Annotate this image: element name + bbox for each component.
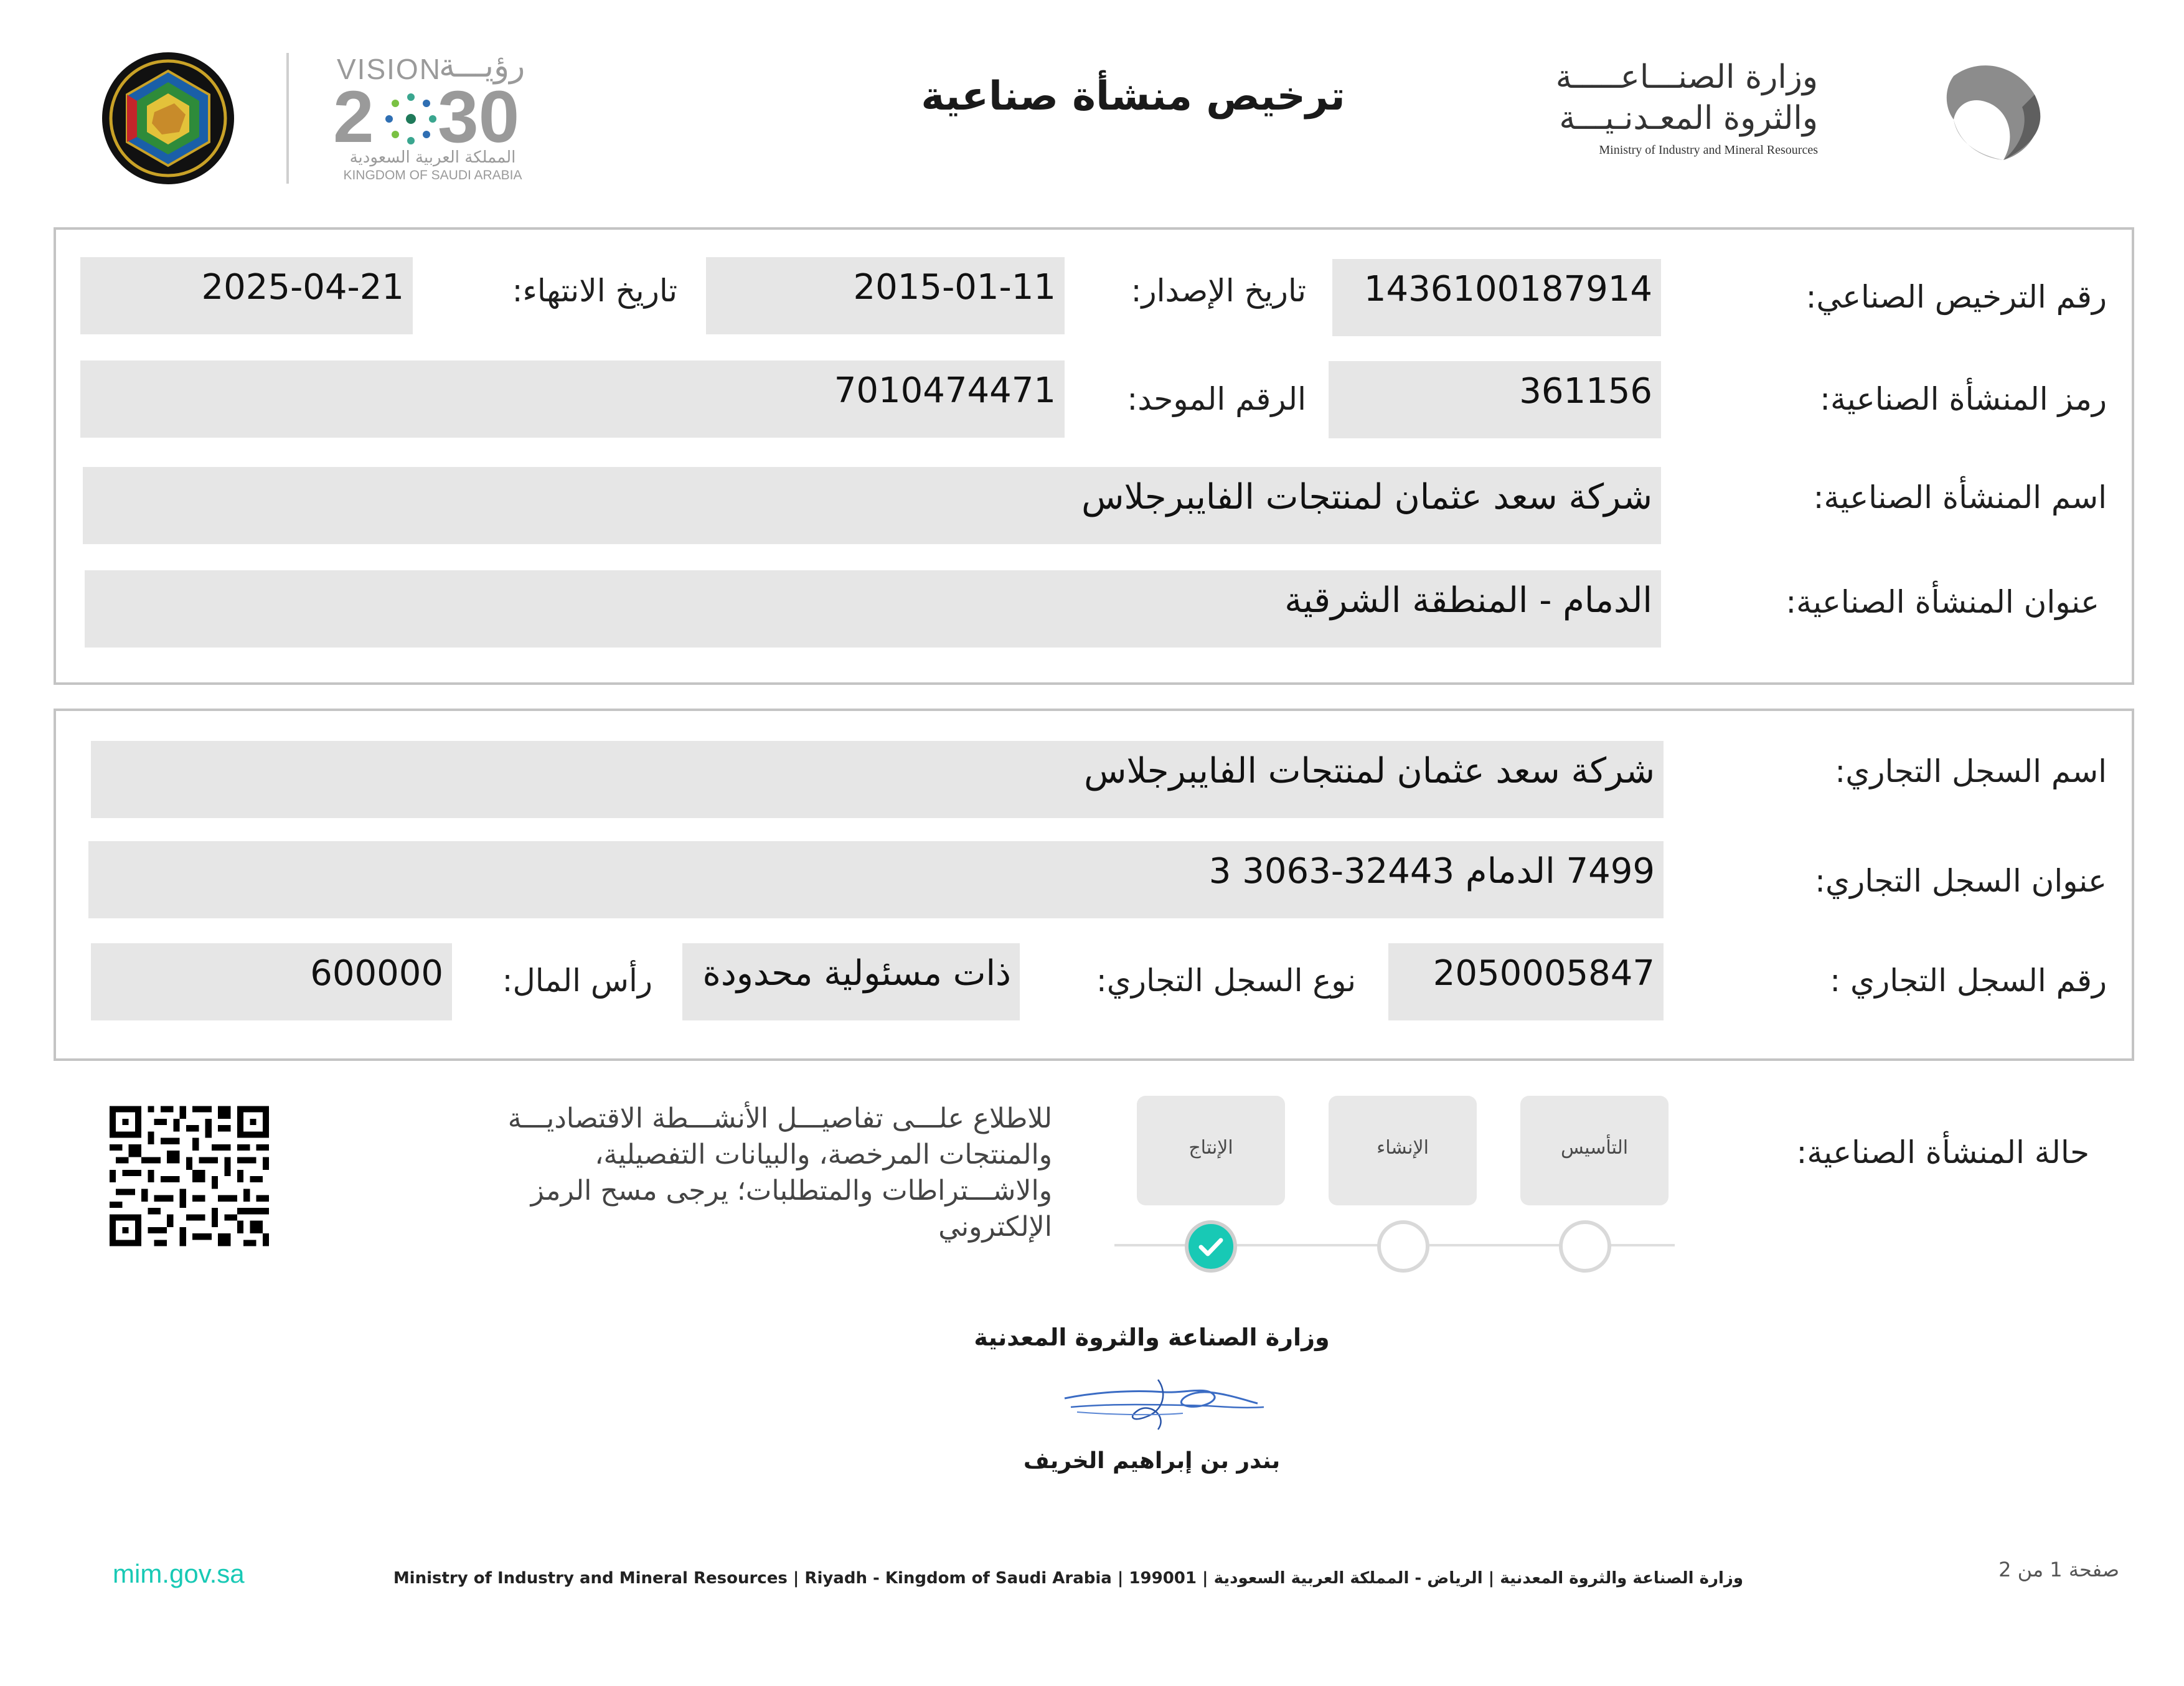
facility-name-label: اسم المنشأة الصناعية: bbox=[1813, 479, 2107, 516]
stage-construction: الإنشاء bbox=[1329, 1096, 1477, 1205]
signature-ministry: وزارة الصناعة والثروة المعدنية bbox=[974, 1324, 1330, 1351]
cr-name-label: اسم السجل التجاري: bbox=[1835, 753, 2107, 789]
vision-kingdom-ar: المملكة العربية السعودية bbox=[349, 148, 516, 167]
facility-name-field: شركة سعد عثمان لمنتجات الفايبرجلاس bbox=[83, 467, 1661, 544]
facility-code-field: 361156 bbox=[1329, 361, 1661, 438]
expiry-date-label: تاريخ الانتهاء: bbox=[512, 273, 677, 309]
page-title: ترخيص منشأة صناعية bbox=[921, 73, 1345, 120]
stage-establishment-marker bbox=[1559, 1220, 1611, 1273]
cr-type-label: نوع السجل التجاري: bbox=[1096, 963, 1356, 999]
cr-no-label: رقم السجل التجاري : bbox=[1830, 963, 2107, 999]
qr-note-line1: للاطلاع علـــى تفاصيـــل الأنشـــطة الاقتصاديـــة bbox=[507, 1103, 1052, 1134]
issue-date-label: تاريخ الإصدار: bbox=[1131, 273, 1306, 309]
vision-dots-icon bbox=[383, 91, 439, 147]
page-number: صفحة 1 من 2 bbox=[1998, 1558, 2119, 1581]
cr-address-label: عنوان السجل التجاري: bbox=[1815, 863, 2107, 899]
header bbox=[0, 0, 2184, 205]
issue-date-field: 2015-01-11 bbox=[706, 257, 1065, 334]
capital-label: رأس المال: bbox=[502, 963, 652, 999]
header-divider bbox=[286, 53, 289, 184]
qr-note-line3: والاشـــتراطات والمتطلبات؛ يرجى مسح الرمز bbox=[530, 1175, 1052, 1207]
qr-note-line2: والمنتجات المرخصة، والبيانات التفصيلية، bbox=[595, 1139, 1052, 1170]
website-link[interactable]: mim.gov.sa bbox=[113, 1559, 245, 1588]
check-icon bbox=[1188, 1224, 1233, 1269]
ministry-emblem-icon bbox=[1929, 51, 2053, 176]
facility-address-field: الدمام - المنطقة الشرقية bbox=[85, 570, 1661, 648]
unified-no-field: 7010474471 bbox=[80, 360, 1065, 438]
stage-construction-marker bbox=[1377, 1220, 1429, 1273]
ministry-logo-en: Ministry of Industry and Mineral Resources bbox=[1599, 143, 1818, 157]
stage-production: الإنتاج bbox=[1137, 1096, 1285, 1205]
unified-no-label: الرقم الموحد: bbox=[1127, 381, 1306, 417]
ministry-logo-ar-line1: وزارة الصنـــاعـــــة bbox=[1555, 59, 1818, 96]
cr-address-field: 7499 الدمام 32443-3063 3 bbox=[88, 841, 1664, 918]
cr-type-field: ذات مسئولية محدودة bbox=[682, 943, 1020, 1020]
signer-name: بندر بن إبراهيم الخريف bbox=[1023, 1448, 1281, 1474]
status-label: حالة المنشأة الصناعية: bbox=[1796, 1134, 2089, 1170]
capital-field: 600000 bbox=[91, 943, 452, 1020]
cr-name-field: شركة سعد عثمان لمنتجات الفايبرجلاس bbox=[91, 741, 1664, 818]
stage-establishment: التأسيس bbox=[1520, 1096, 1669, 1205]
vision-arabic: رؤيـــة bbox=[439, 47, 525, 85]
vision-kingdom-en: KINGDOM OF SAUDI ARABIA bbox=[343, 168, 522, 182]
qr-note-line4: الإلكتروني bbox=[938, 1211, 1052, 1243]
expiry-date-field: 2025-04-21 bbox=[80, 257, 413, 334]
vision-2030-logo bbox=[333, 47, 539, 187]
vision-year-2: 2 bbox=[333, 76, 374, 158]
qr-code-icon[interactable] bbox=[110, 1106, 269, 1246]
vision-year-30: 30 bbox=[438, 76, 520, 158]
qr-note bbox=[374, 1101, 1052, 1245]
footer-address: وزارة الصناعة والثروة المعدنية | الرياض - المملكة العربية السعودية | 199001 | Ministry of Industry and Mineral Resources | Riyadh - Kingdom of Saudi Arabia bbox=[393, 1569, 1743, 1588]
ministry-logo-ar-line2: والثروة المعـدنـيـــة bbox=[1559, 100, 1818, 137]
stage-production-marker bbox=[1185, 1220, 1237, 1273]
handwritten-signature-icon bbox=[1058, 1367, 1270, 1436]
license-no-field: 1436100187914 bbox=[1332, 259, 1661, 336]
facility-code-label: رمز المنشأة الصناعية: bbox=[1820, 381, 2107, 417]
license-no-label: رقم الترخيص الصناعي: bbox=[1805, 279, 2107, 315]
facility-address-label: عنوان المنشأة الصناعية: bbox=[1786, 584, 2099, 620]
cr-no-field: 2050005847 bbox=[1388, 943, 1664, 1020]
gcc-emblem-icon bbox=[100, 50, 237, 187]
vision-word: VISION bbox=[337, 53, 441, 85]
